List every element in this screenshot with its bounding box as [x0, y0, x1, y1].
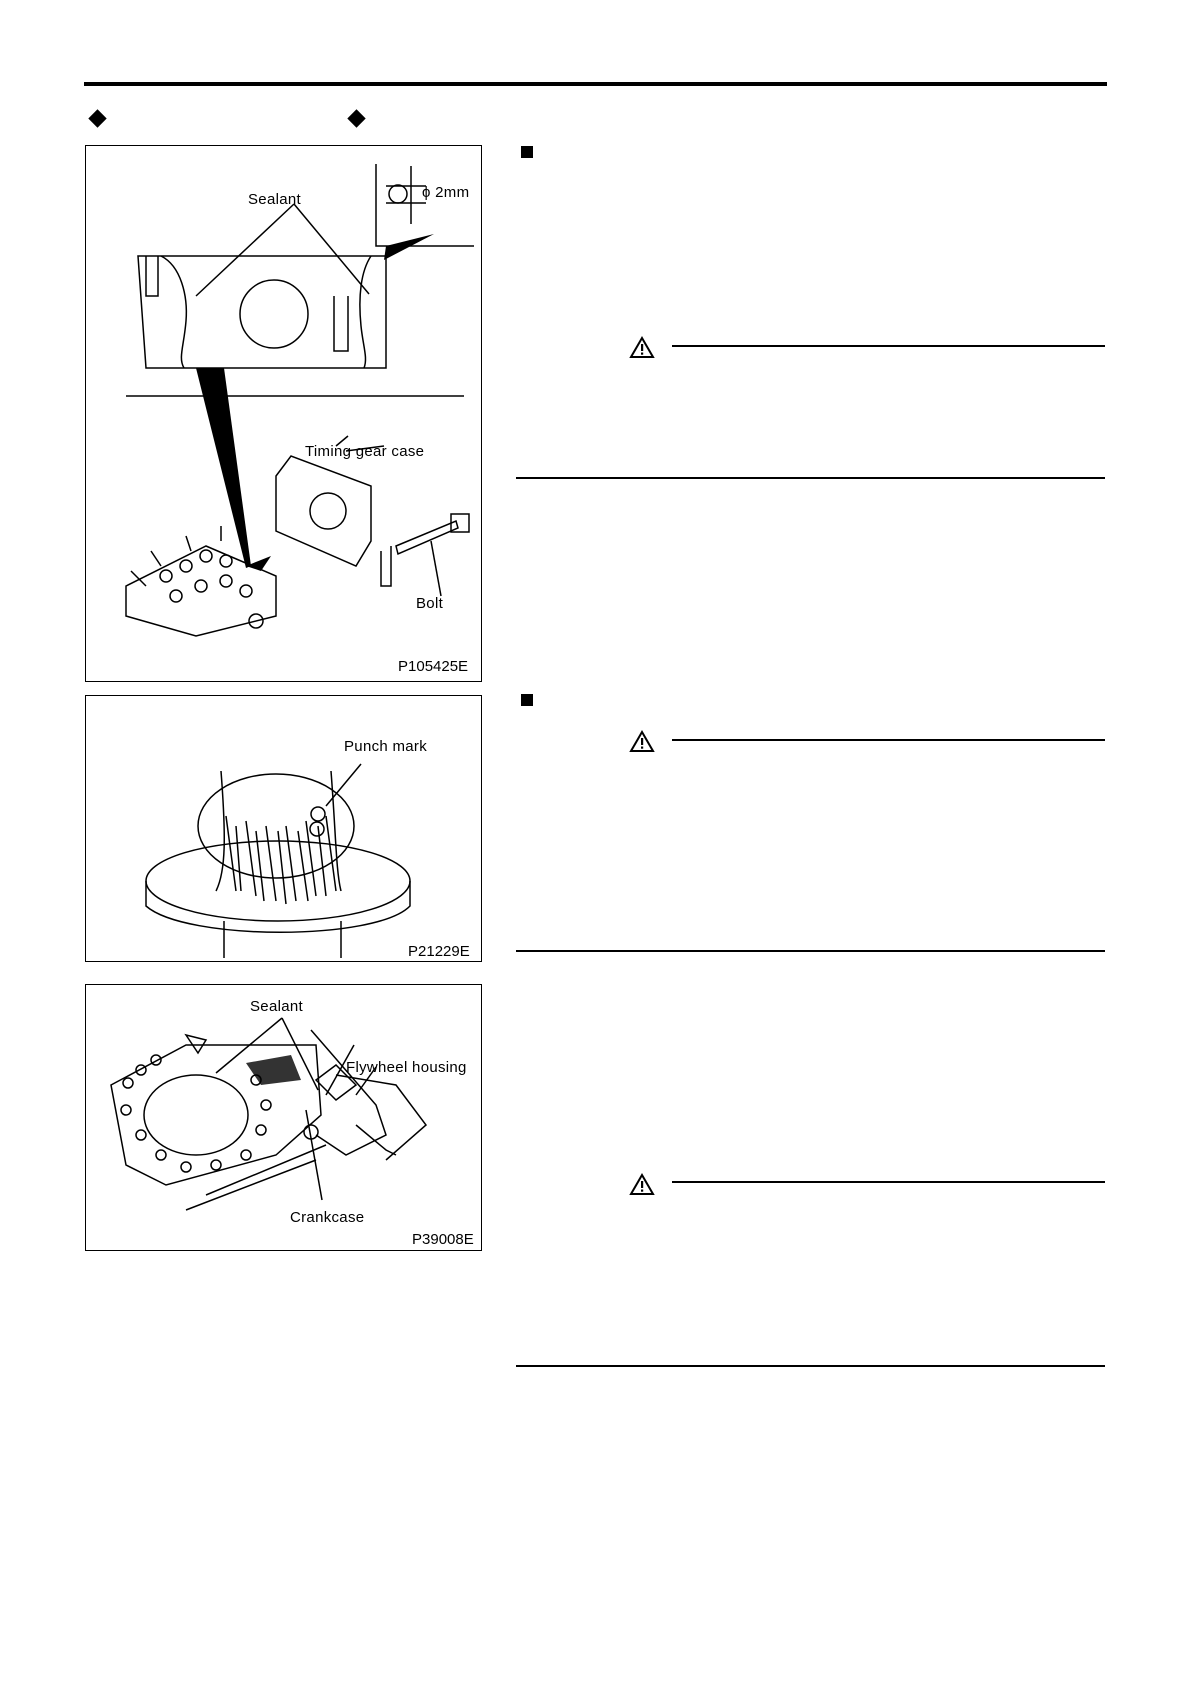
- timing-gear-case-label: Timing gear case: [305, 443, 425, 460]
- figure-code: P21229E: [408, 943, 470, 960]
- sealant-label: Sealant: [248, 191, 301, 208]
- section-rule: [516, 950, 1105, 952]
- punch-mark-label: Punch mark: [344, 738, 428, 755]
- section-rule: [516, 477, 1105, 479]
- figure-timing-gear-case: [85, 145, 482, 682]
- warning-triangle-icon: [629, 1173, 655, 1196]
- square-bullet-icon: [521, 694, 533, 706]
- warning-triangle-icon: [629, 336, 655, 359]
- warning-triangle-icon: [629, 730, 655, 753]
- diamond-icon: [347, 109, 365, 127]
- caution-rule: [672, 345, 1105, 347]
- flywheel-housing-label: Flywheel housing: [346, 1059, 467, 1076]
- caution-rule: [672, 1181, 1105, 1183]
- flywheel-housing-illustration: [86, 985, 483, 1252]
- square-bullet-icon: [521, 146, 533, 158]
- figure-code: P105425E: [398, 658, 469, 675]
- diamond-icon: [88, 109, 106, 127]
- diameter-label: ϕ 2mm: [422, 184, 470, 201]
- figure-punch-mark: [85, 695, 482, 962]
- figure-flywheel-housing: [85, 984, 482, 1251]
- crankcase-label: Crankcase: [290, 1209, 365, 1226]
- header-rule: [84, 82, 1107, 86]
- figure-code: P39008E: [412, 1231, 474, 1248]
- sealant-label: Sealant: [250, 998, 303, 1015]
- caution-rule: [672, 739, 1105, 741]
- bolt-label: Bolt: [416, 595, 444, 612]
- punch-mark-illustration: [86, 696, 483, 963]
- section-rule: [516, 1365, 1105, 1367]
